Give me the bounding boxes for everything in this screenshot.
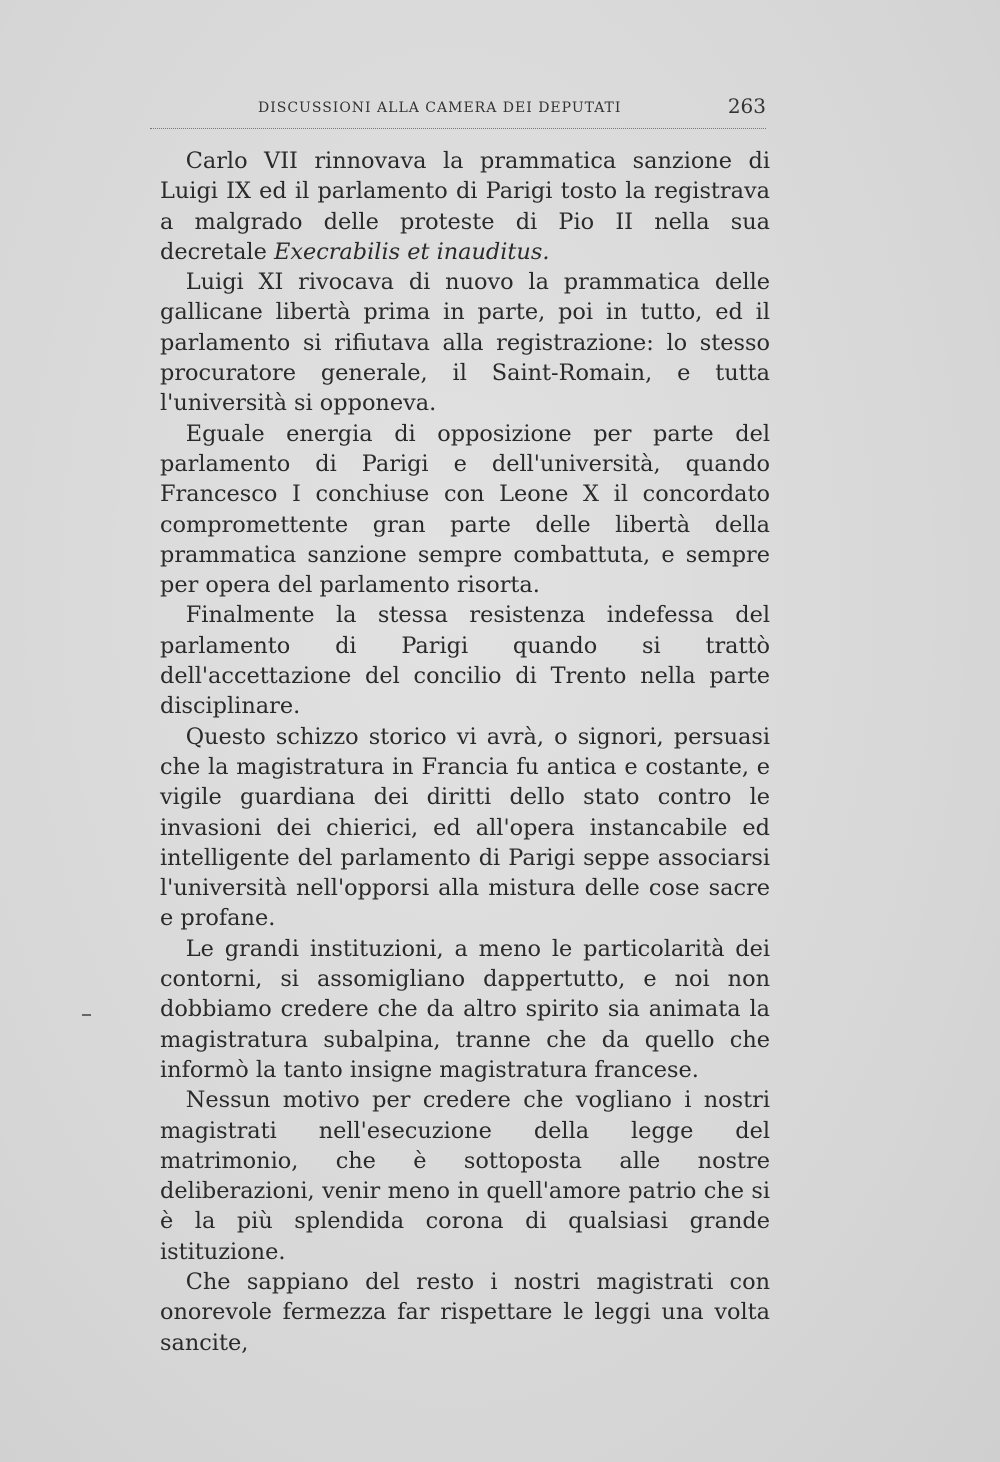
paragraph-2: Luigi XI rivocava di nuovo la prammatica delle gallicane libertà prima in parte, poi in tutto, ed il parlamento si rifiutava alla registrazione: lo stesso procuratore generale, il Saint-Romain, e tutta l'università si opponeva. xyxy=(160,269,770,417)
margin-mark xyxy=(82,1014,91,1016)
paragraph-3: Eguale energia di opposizione per parte del parlamento di Parigi e dell'università, quando Francesco I conchiuse con Leone X il concordato compromettente gran parte delle libertà della prammatica sanzione sempre combattuta, e sempre per opera del parlamento risorta. xyxy=(160,420,770,599)
paragraph-6: Le grandi instituzioni, a meno le particolarità dei contorni, si assomigliano dappertutto, e noi non dobbiamo credere che da altro spirito sia animata la magistratura subalpina, tranne che da quello che informò la tanto insigne magistratura francese. xyxy=(160,935,770,1083)
paragraph-1 xyxy=(160,146,770,267)
paragraph-1-text: Carlo VII rinnovava la prammatica sanzione di Luigi IX ed il parlamento di Parigi tosto la registrava a malgrado delle proteste di Pio II nella sua decretale xyxy=(160,148,770,265)
body-text xyxy=(160,146,770,1358)
paragraph-4: Finalmente la stessa resistenza indefessa del parlamento di Parigi quando si trattò dell'accettazione del concilio di Trento nella parte disciplinare. xyxy=(160,602,770,720)
paragraph-5: Questo schizzo storico vi avrà, o signori, persuasi che la magistratura in Francia fu antica e costante, e vigile guardiana dei diritti dello stato contro le invasioni dei chierici, ed all'opera instancabile ed intelligente del parlamento di Parigi seppe associarsi l'università nell'opporsi alla mistura delle cose sacre e profane. xyxy=(160,723,770,932)
paragraph-7: Nessun motivo per credere che vogliano i nostri magistrati nell'esecuzione della legge del matrimonio, che è sottoposta alle nostre deliberazioni, venir meno in quell'amore patrio che si è la più splendida corona di qualsiasi grande istituzione. xyxy=(160,1087,770,1265)
page-header xyxy=(150,94,766,129)
paragraph-1-italic-title: Execrabilis et inauditus. xyxy=(273,238,550,265)
paragraph-8: Che sappiano del resto i nostri magistrati con onorevole fermezza far rispettare le leggi una volta sancite, xyxy=(160,1268,770,1356)
page-number: 263 xyxy=(727,94,766,118)
running-title: DISCUSSIONI ALLA CAMERA DEI DEPUTATI xyxy=(258,100,622,116)
